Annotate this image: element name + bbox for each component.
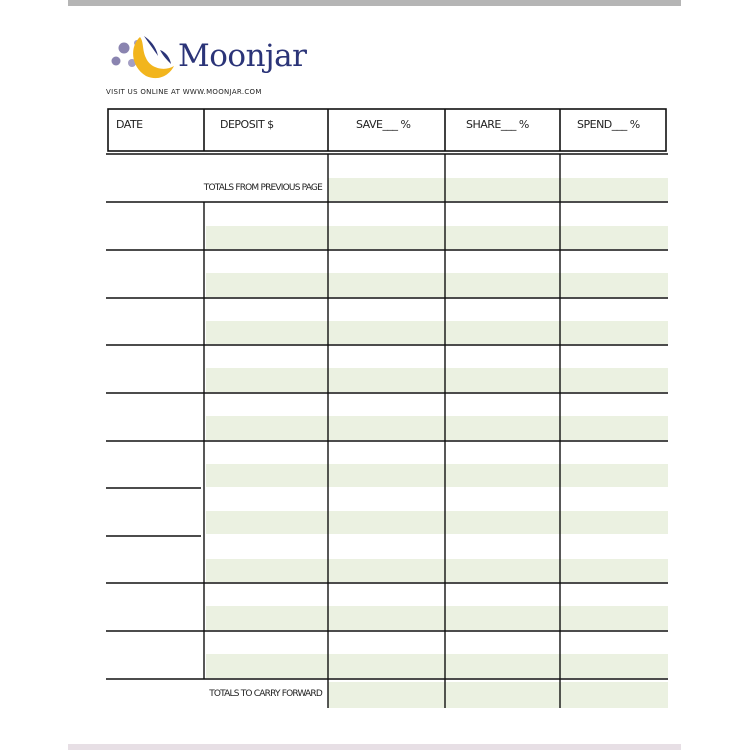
bottom-border-bar <box>68 744 681 750</box>
deposit-column-header: DEPOSIT $ <box>220 118 274 131</box>
share-column-header: SHARE___ % <box>466 118 529 131</box>
shaded-row <box>206 226 668 249</box>
shaded-row <box>206 654 668 678</box>
shaded-row <box>328 178 668 201</box>
shaded-row <box>206 416 668 440</box>
totals-previous-label: TOTALS FROM PREVIOUS PAGE <box>203 183 322 193</box>
shaded-row <box>328 682 668 708</box>
shaded-rows <box>203 178 668 708</box>
brand-name: Moonjar <box>178 38 307 74</box>
header-box <box>106 109 668 154</box>
date-column-header: DATE <box>116 118 143 131</box>
shaded-row <box>206 606 668 630</box>
website-note: VISIT US ONLINE AT WWW.MOONJAR.COM <box>106 88 262 96</box>
spend-column-header: SPEND___ % <box>577 118 640 131</box>
shaded-row <box>206 273 668 297</box>
shaded-row <box>206 511 668 534</box>
save-column-header: SAVE___ % <box>356 118 411 131</box>
shaded-row <box>206 464 668 487</box>
shaded-row <box>206 559 668 582</box>
totals-forward-label: TOTALS TO CARRY FORWARD <box>209 689 322 699</box>
shaded-row <box>206 321 668 344</box>
shaded-row <box>206 368 668 392</box>
